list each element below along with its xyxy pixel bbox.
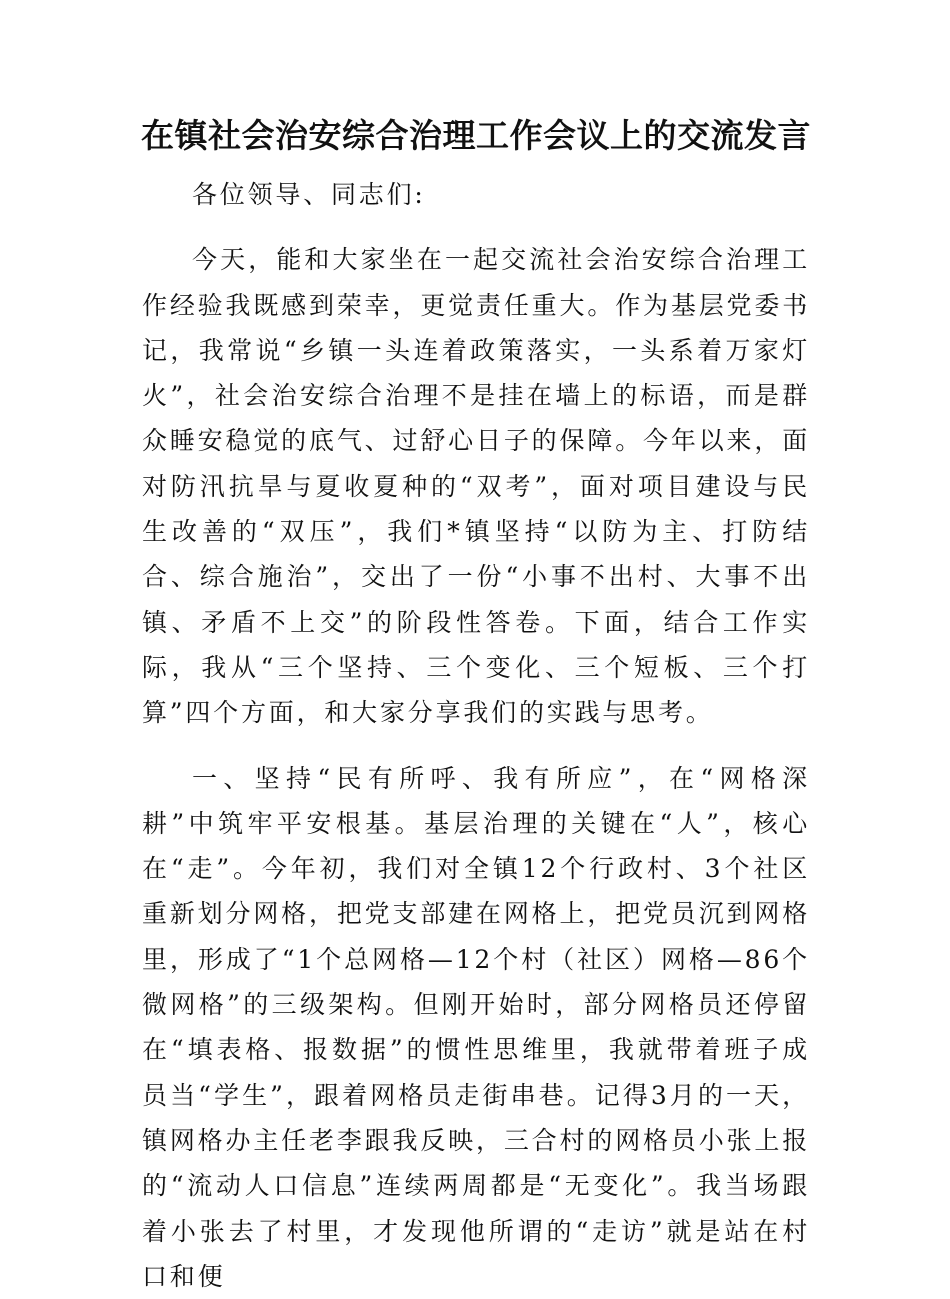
document-title: 在镇社会治安综合治理工作会议上的交流发言 <box>141 116 811 155</box>
paragraph-section-one: 一、坚持“民有所呼、我有所应”，在“网格深耕”中筑牢平安根基。基层治理的关键在“人”，核心在“走”。今年初，我们对全镇12个行政村、3个社区重新划分网格，把党支部建在网格上，把党员沉到网格里，形成了“1个总网格—12个村（社区）网格—86个微网格”的三级架构。但刚开始时，部分网格员还停留在“填表格、报数据”的惯性思维里，我就带着班子成员当“学生”，跟着网格员走街串巷。记得3月的一天，镇网格办主任老李跟我反映，三合村的网格员小张上报的“流动人口信息”连续两周都是“无变化”。我当场跟着小张去了村里，才发现他所谓的“走访”就是站在村口和便 <box>142 763 810 1291</box>
salutation: 各位领导、同志们: <box>192 180 426 209</box>
paragraph-opening: 今天，能和大家坐在一起交流社会治安综合治理工作经验我既感到荣幸，更觉责任重大。作为基层党委书记，我常说“乡镇一头连着政策落实，一头系着万家灯火”，社会治安综合治理不是挂在墙上的标语，而是群众睡安稳觉的底气、过舒心日子的保障。今年以来，面对防汛抗旱与夏收夏种的“双考”，面对项目建设与民生改善的“双压”，我们*镇坚持“以防为主、打防结合、综合施治”，交出了一份“小事不出村、大事不出镇、矛盾不上交”的阶段性答卷。下面，结合工作实际，我从“三个坚持、三个变化、三个短板、三个打算”四个方面，和大家分享我们的实践与思考。 <box>142 245 810 728</box>
document-body <box>142 172 810 1299</box>
